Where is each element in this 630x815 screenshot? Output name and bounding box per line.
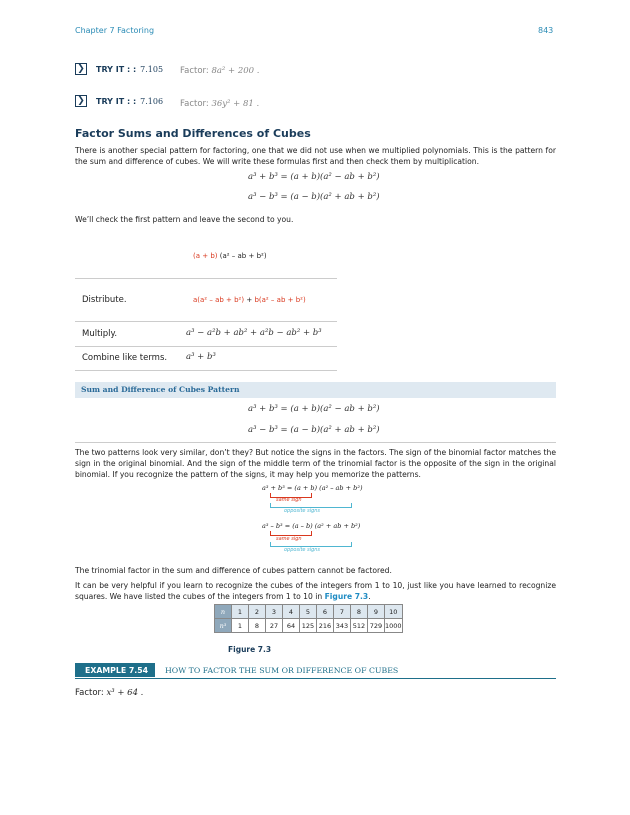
step-label-multiply: Multiply. — [82, 329, 118, 339]
n-cell: 4 — [283, 605, 300, 619]
pattern-formula-difference: a³ − b³ = (a − b)(a² + ab + b²) — [248, 425, 380, 435]
cube-cell: 27 — [266, 619, 283, 633]
binomial-factor: (a + b) — [193, 252, 218, 260]
example-header — [75, 663, 556, 679]
n-cell: 2 — [249, 605, 266, 619]
n-cell: 3 — [266, 605, 283, 619]
cube-cell: 8 — [249, 619, 266, 633]
trinomial-factor: (a² – ab + b²) — [217, 252, 267, 260]
cube-cell: 216 — [317, 619, 334, 633]
cannot-factor-text: The trinomial factor in the sum and difference of cubes pattern cannot be factored. — [75, 566, 392, 575]
cubes-text-end: . — [368, 592, 371, 601]
divider — [75, 278, 337, 279]
try-it-label: TRY IT : : — [96, 96, 137, 106]
pattern-formula-sum: a³ + b³ = (a + b)(a² − ab + b²) — [248, 404, 380, 414]
try-it-7-105[interactable] — [75, 62, 163, 76]
check-text: We’ll check the first pattern and leave the second to you. — [75, 215, 294, 224]
cube-cell: 343 — [334, 619, 351, 633]
intro-paragraph: There is another special pattern for factoring, one that we did not use when we multiplied polynomials. This is the pattern for the sum and difference of cubes. We will write these formulas first and then check them by multiplication. — [75, 146, 556, 166]
cube-cell: 1000 — [385, 619, 403, 633]
cube-cell: 125 — [300, 619, 317, 633]
n-cell: 9 — [368, 605, 385, 619]
check-start-expression — [193, 252, 267, 260]
factor-expression: 8a² + 200 . — [211, 66, 260, 76]
distribute-plus: + — [244, 296, 255, 304]
step-label-distribute: Distribute. — [82, 295, 127, 305]
explain-paragraph: The two patterns look very similar, don’t they? But notice the signs in the factors. The sign of the binomial factor matches the sign in the original binomial. And the sign of the middle term of the trinomial factor is the opposite of the sign in the original binomial. If you recognize the pattern of the signs, it may help you memorize the patterns. — [75, 448, 556, 479]
example-expression: x³ + 64 . — [106, 688, 144, 698]
step-label-combine: Combine like terms. — [82, 353, 168, 363]
same-sign-note: same sign — [276, 536, 302, 542]
section-title: Factor Sums and Differences of Cubes — [75, 127, 311, 140]
formula-sum: a³ + b³ = (a + b)(a² − ab + b²) — [248, 172, 380, 182]
cubes-paragraph — [75, 580, 556, 602]
cube-cell: 1 — [232, 619, 249, 633]
figure-link[interactable]: Figure 7.3 — [324, 592, 369, 601]
cubes-text: It can be very helpful if you learn to recognize the cubes of the integers from 1 to 10, just like you have learned to recognize squares. We have listed the cubes of the integers from 1 to 10 in — [75, 581, 556, 601]
try-it-factor — [180, 99, 259, 109]
pattern-box-header — [75, 382, 556, 398]
cube-cell: 64 — [283, 619, 300, 633]
step-expression-combine: a³ + b³ — [186, 352, 216, 362]
divider — [75, 370, 337, 371]
sign-diagram-difference: a³ – b³ = (a – b) (a² + ab + b²) — [262, 522, 361, 530]
chevron-right-icon[interactable]: ❯ — [75, 63, 87, 75]
n-cell: 8 — [351, 605, 368, 619]
step-expression-distribute — [193, 296, 306, 304]
divider — [75, 321, 337, 322]
n-cell: 6 — [317, 605, 334, 619]
page-number: 843 — [538, 26, 554, 35]
chevron-right-icon[interactable]: ❯ — [75, 95, 87, 107]
n-cell: 10 — [385, 605, 403, 619]
try-it-label: TRY IT : : — [96, 64, 137, 74]
cube-cell: 512 — [351, 619, 368, 633]
n-cell: 1 — [232, 605, 249, 619]
cubes-table — [214, 604, 403, 633]
example-problem — [75, 688, 143, 698]
sign-diagram-sum: a³ + b³ = (a + b) (a² – ab + b²) — [262, 484, 363, 492]
figure-caption: Figure 7.3 — [228, 645, 272, 654]
divider — [75, 442, 556, 443]
distribute-term-b: b(a² – ab + b²) — [254, 296, 306, 304]
pattern-box-title: Sum and Difference of Cubes Pattern — [81, 385, 240, 394]
factor-label: Factor: — [180, 99, 209, 109]
opposite-signs-note: opposite signs — [284, 547, 321, 553]
factor-expression: 36y² + 81 . — [211, 99, 260, 109]
chapter-header: Chapter 7 Factoring — [75, 26, 155, 35]
step-expression-multiply: a³ − a²b + ab² + a²b − ab² + b³ — [186, 328, 322, 338]
opposite-signs-note: opposite signs — [284, 508, 321, 514]
cube-cell: 729 — [368, 619, 385, 633]
formula-difference: a³ − b³ = (a − b)(a² + ab + b²) — [248, 192, 380, 202]
n-cell: 7 — [334, 605, 351, 619]
example-tag: EXAMPLE 7.54 — [75, 663, 155, 677]
try-it-7-106[interactable] — [75, 94, 163, 108]
distribute-term-a: a(a² – ab + b²) — [193, 296, 245, 304]
factor-label: Factor: — [180, 66, 209, 76]
same-sign-note: same sign — [276, 497, 302, 503]
try-it-number: 7.106 — [140, 96, 164, 106]
n-cubed-header: n³ — [215, 619, 232, 633]
try-it-factor — [180, 66, 259, 76]
n-cell: 5 — [300, 605, 317, 619]
n-header: n — [215, 605, 232, 619]
factor-label: Factor: — [75, 688, 104, 698]
try-it-number: 7.105 — [140, 64, 164, 74]
example-title: HOW TO FACTOR THE SUM OR DIFFERENCE OF CUBES — [165, 666, 399, 675]
divider — [75, 346, 337, 347]
